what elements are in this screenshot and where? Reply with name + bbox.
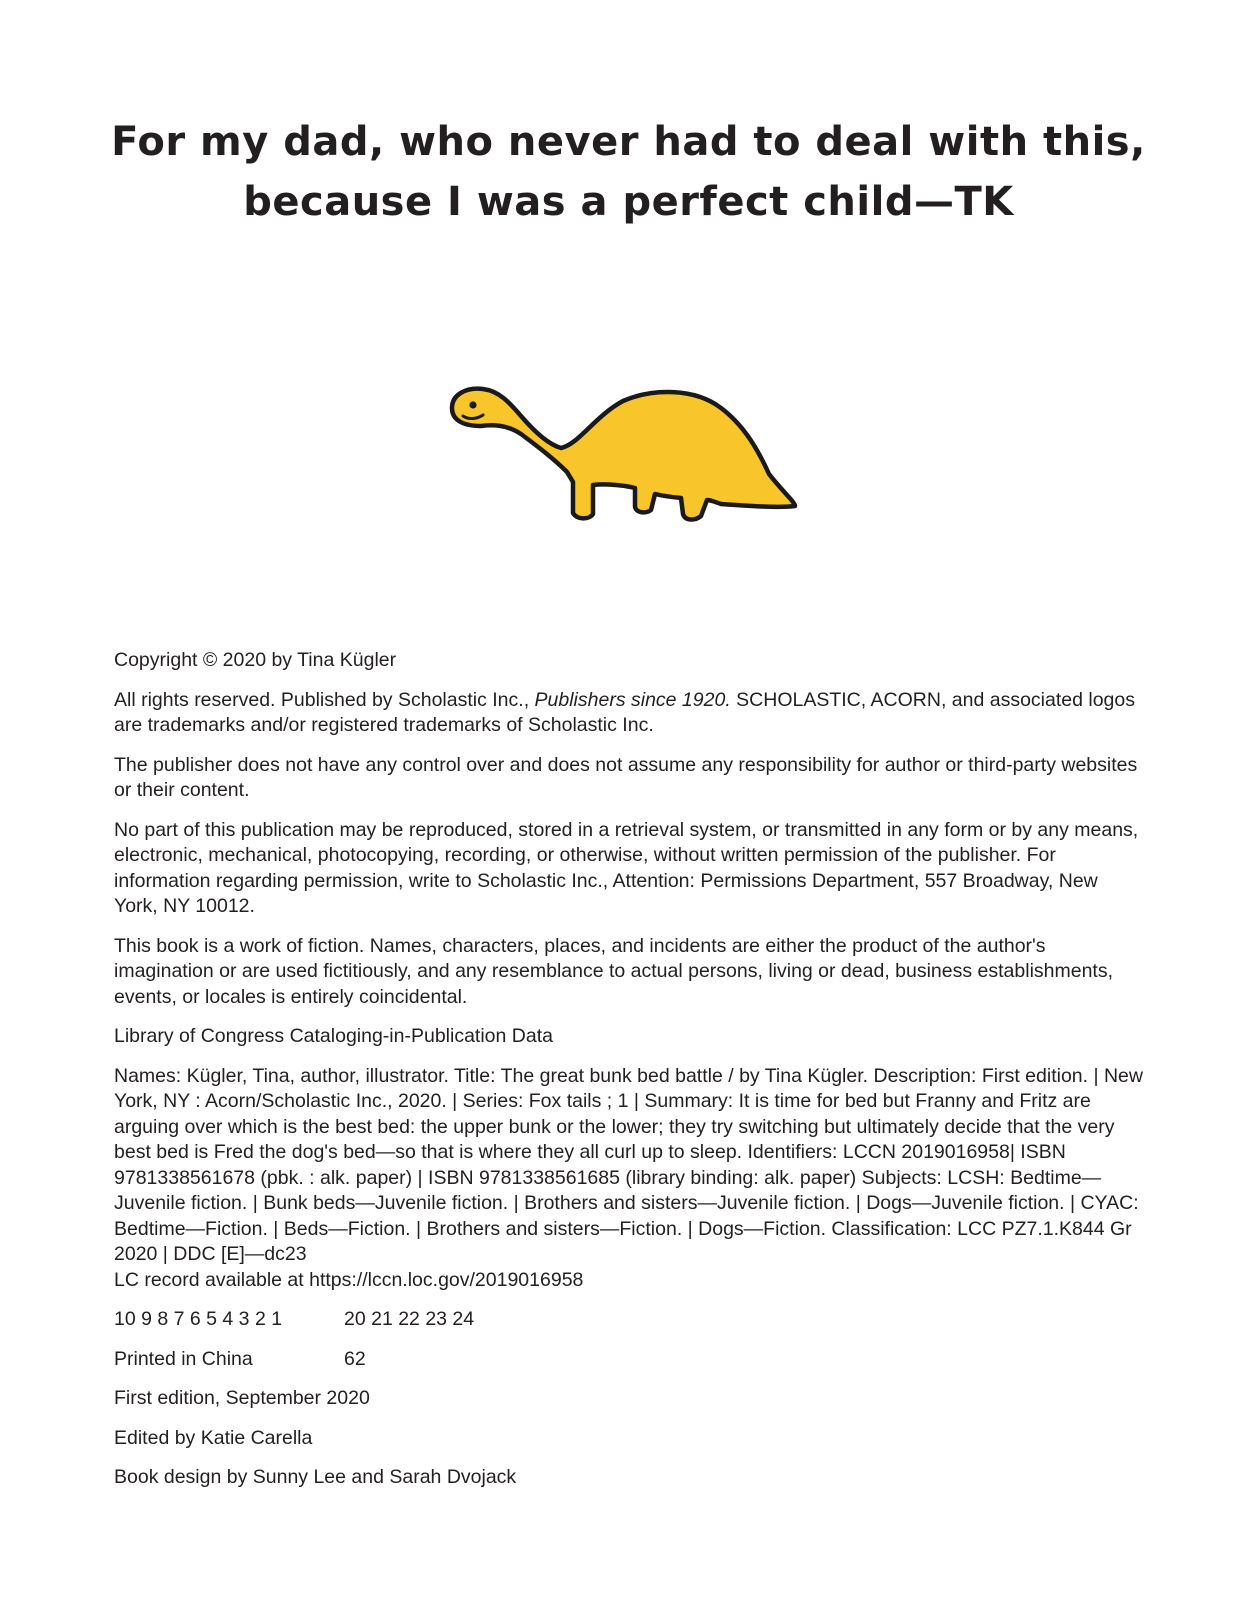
year-line: 20 21 22 23 24 <box>344 1308 475 1330</box>
dedication-line-2: because I was a perfect child—TK <box>243 179 1014 225</box>
edition-line: First edition, September 2020 <box>114 1387 370 1409</box>
cip-record: Names: Kügler, Tina, author, illustrator. Title: The great bunk bed battle / by Tina Kügler. Description: First edition. | New York, NY : Acorn/Scholastic Inc., 2020. | Series: Fox tails ; 1 | Summary: It is time for bed but Franny and Fritz are arguing over which is the best bed: the upper bunk or the lower; they try switching but ultimately decide that the very best bed is Fred the dog's bed—so that is where they all curl up to sleep. Identifiers: LCCN 2019016958| ISBN 9781338561678 (pbk. : alk. paper) | ISBN 9781338561685 (library binding: alk. paper) Subjects: LCSH: Bedtime—Juvenile fiction. | Bunk beds—Juvenile fiction. | Brothers and sisters—Juvenile fiction. | Dogs—Juvenile fiction. | CYAC: Bedtime—Fiction. | Beds—Fiction. | Brothers and sisters—Fiction. | Dogs—Fiction. Classification: LCC PZ7.1.K844 Gr 2020 | DDC [E]—dc23 <box>114 1064 1143 1265</box>
copyright-line: Copyright © 2020 by Tina Kügler <box>114 649 397 671</box>
printed-in: Printed in China <box>114 1347 253 1370</box>
fiction-notice: This book is a work of fiction. Names, characters, places, and incidents are either the product of the author's imagination or are used fictitiously, and any resemblance to actual persons, living or dead, business establishments, events, or locales is entirely coincidental. <box>114 934 1114 1008</box>
printer-code: 62 <box>344 1347 366 1370</box>
cip-block <box>114 1064 1144 1294</box>
printing-line: 10 9 8 7 6 5 4 3 2 1 <box>114 1308 283 1330</box>
rights-text: All rights reserved. Published by Scholastic Inc., <box>114 688 535 711</box>
publisher-note: The publisher does not have any control over and does not assume any responsibility for author or third-party websites or their content. <box>114 753 1138 801</box>
cip-heading: Library of Congress Cataloging-in-Publication Data <box>114 1025 553 1047</box>
design-credit: Book design by Sunny Lee and Sarah Dvojack <box>114 1466 517 1488</box>
trademark-text: SCHOLASTIC, ACORN, and associated logos are trademarks and/or registered trademarks of Scholastic Inc. <box>114 688 1135 736</box>
dinosaur-icon <box>449 386 809 530</box>
editor-credit: Edited by Katie Carella <box>114 1426 313 1449</box>
printing-row <box>114 1307 1144 1333</box>
lc-record: LC record available at https://lccn.loc.gov/2019016958 <box>114 1268 584 1291</box>
dedication-line-1: For my dad, who never had to deal with this, <box>111 119 1146 165</box>
reproduction-notice: No part of this publication may be reproduced, stored in a retrieval system, or transmitted in any form or by any means, electronic, mechanical, photocopying, recording, or otherwise, without written permission of the publisher. For information regarding permission, write to Scholastic Inc., Attention: Permissions Department, 557 Broadway, New York, NY 10012. <box>114 818 1139 917</box>
publisher-tagline: Publishers since 1920. <box>534 688 731 711</box>
rights-paragraph <box>114 688 1144 739</box>
dedication <box>0 112 1257 232</box>
printed-row <box>114 1347 1144 1373</box>
copyright-page <box>114 648 1144 1505</box>
